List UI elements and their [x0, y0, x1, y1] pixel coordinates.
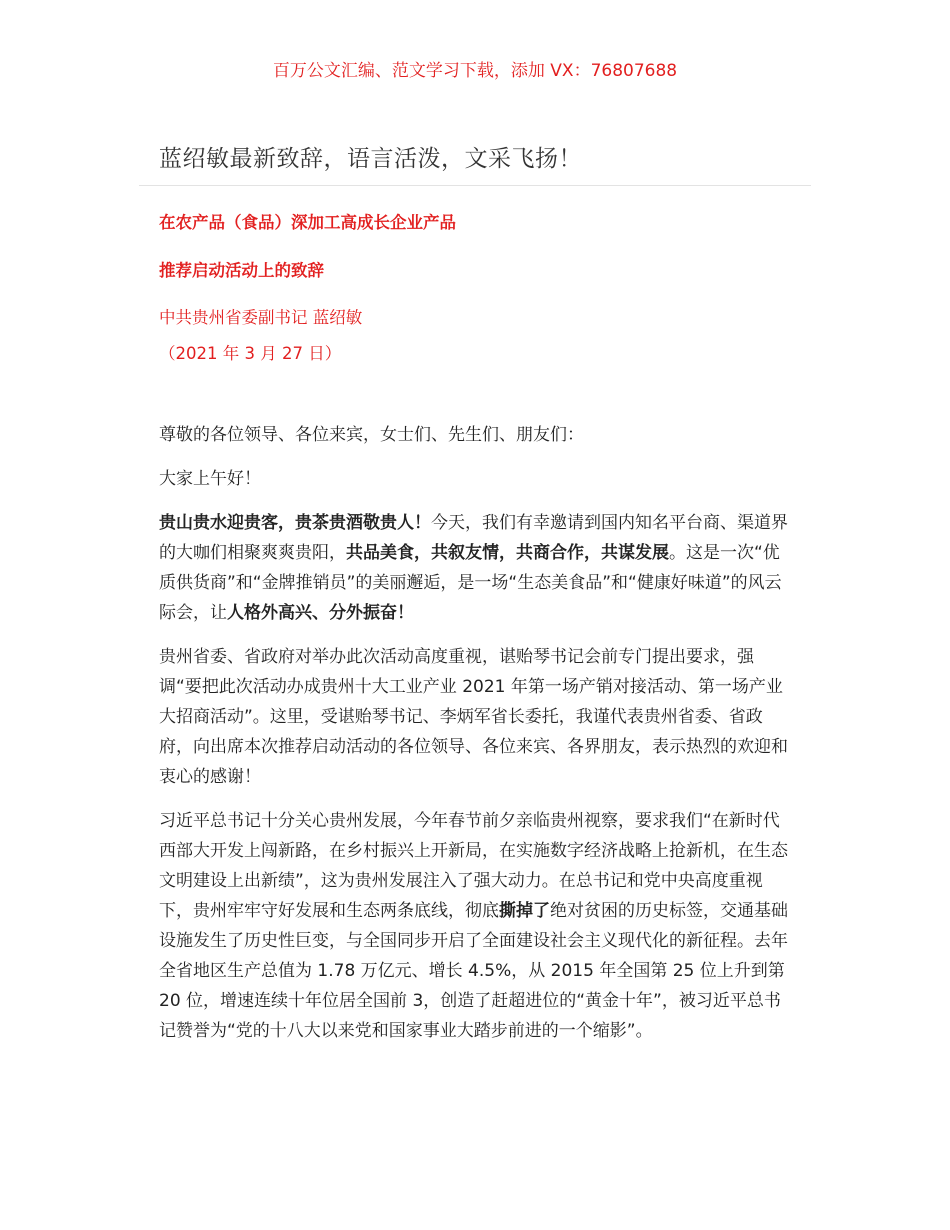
- speech-heading-line-2: 推荐启动活动上的致辞: [159, 261, 324, 280]
- title-divider: [139, 185, 811, 186]
- watermark-banner: 百万公文汇编、范文学习下载，添加 VX：76807688: [272, 61, 678, 81]
- speech-heading-line-1: 在农产品（食品）深加工高成长企业产品: [159, 213, 456, 232]
- p1-text-1: 今天，我们有幸邀请到国内知名平台商、渠道界的大咖们相聚爽爽贵阳，: [159, 513, 788, 563]
- p1-bold-2: 共品美食，共叙友情，共商合作，共谋发展: [346, 543, 669, 563]
- speaker-line: 中共贵州省委副书记 蓝绍敏: [159, 308, 363, 327]
- p3-bold-1: 撕掉了: [499, 901, 550, 921]
- paragraph-2: 贵州省委、省政府对举办此次活动高度重视，谌贻琴书记会前专门提出要求，强调“要把此次活动办成贵州十大工业产业 2021 年第一场产销对接活动、第一场产业大招商活动”。这里，受谌贻琴书记、李炳军省长委托，我谨代表贵州省委、省政府，向出席本次推荐启动活动的各位领导、各位来宾、各界朋友，表示热烈的欢迎和衷心的感谢！: [159, 647, 788, 787]
- paragraph-1: [159, 508, 795, 628]
- p1-bold-3: 人格外高兴、分外振奋！: [227, 603, 414, 623]
- speech-body: [159, 420, 795, 1060]
- p3-text-2: 绝对贫困的历史标签，交通基础设施发生了历史性巨变，与全国同步开启了全面建设社会主义现代化的新征程。去年全省地区生产总值为 1.78 万亿元、增长 4.5%，从 2015 年全国第 25 位上升到第 20 位，增速连续十年位居全国前 3，创造了赶超进位的“黄金十年”，被习近平总书记赞誉为“党的十八大以来党和国家事业大踏步前进的一个缩影”。: [159, 901, 788, 1041]
- p1-bold-1: 贵山贵水迎贵客，贵茶贵酒敬贵人！: [159, 513, 431, 533]
- hello-paragraph: 大家上午好！: [159, 469, 261, 489]
- p3-text-1: 习近平总书记十分关心贵州发展，今年春节前夕亲临贵州视察，要求我们“在新时代西部大开发上闯新路，在乡村振兴上开新局，在实施数字经济战略上抢新机，在生态文明建设上出新绩”，这为贵州发展注入了强大动力。在总书记和党中央高度重视下，贵州牢牢守好发展和生态两条底线，彻底: [159, 811, 788, 921]
- document-title: 蓝绍敏最新致辞，语言活泼，文采飞扬！: [159, 146, 582, 172]
- paragraph-3: [159, 806, 795, 1046]
- speech-date: （2021 年 3 月 27 日）: [159, 344, 342, 363]
- p1-text-2: 。这是一次“优质供货商”和“金牌推销员”的美丽邂逅，是一场“生态美食品”和“健康好味道”的风云际会，让: [159, 543, 782, 623]
- greeting-paragraph: 尊敬的各位领导、各位来宾，女士们、先生们、朋友们：: [159, 425, 584, 445]
